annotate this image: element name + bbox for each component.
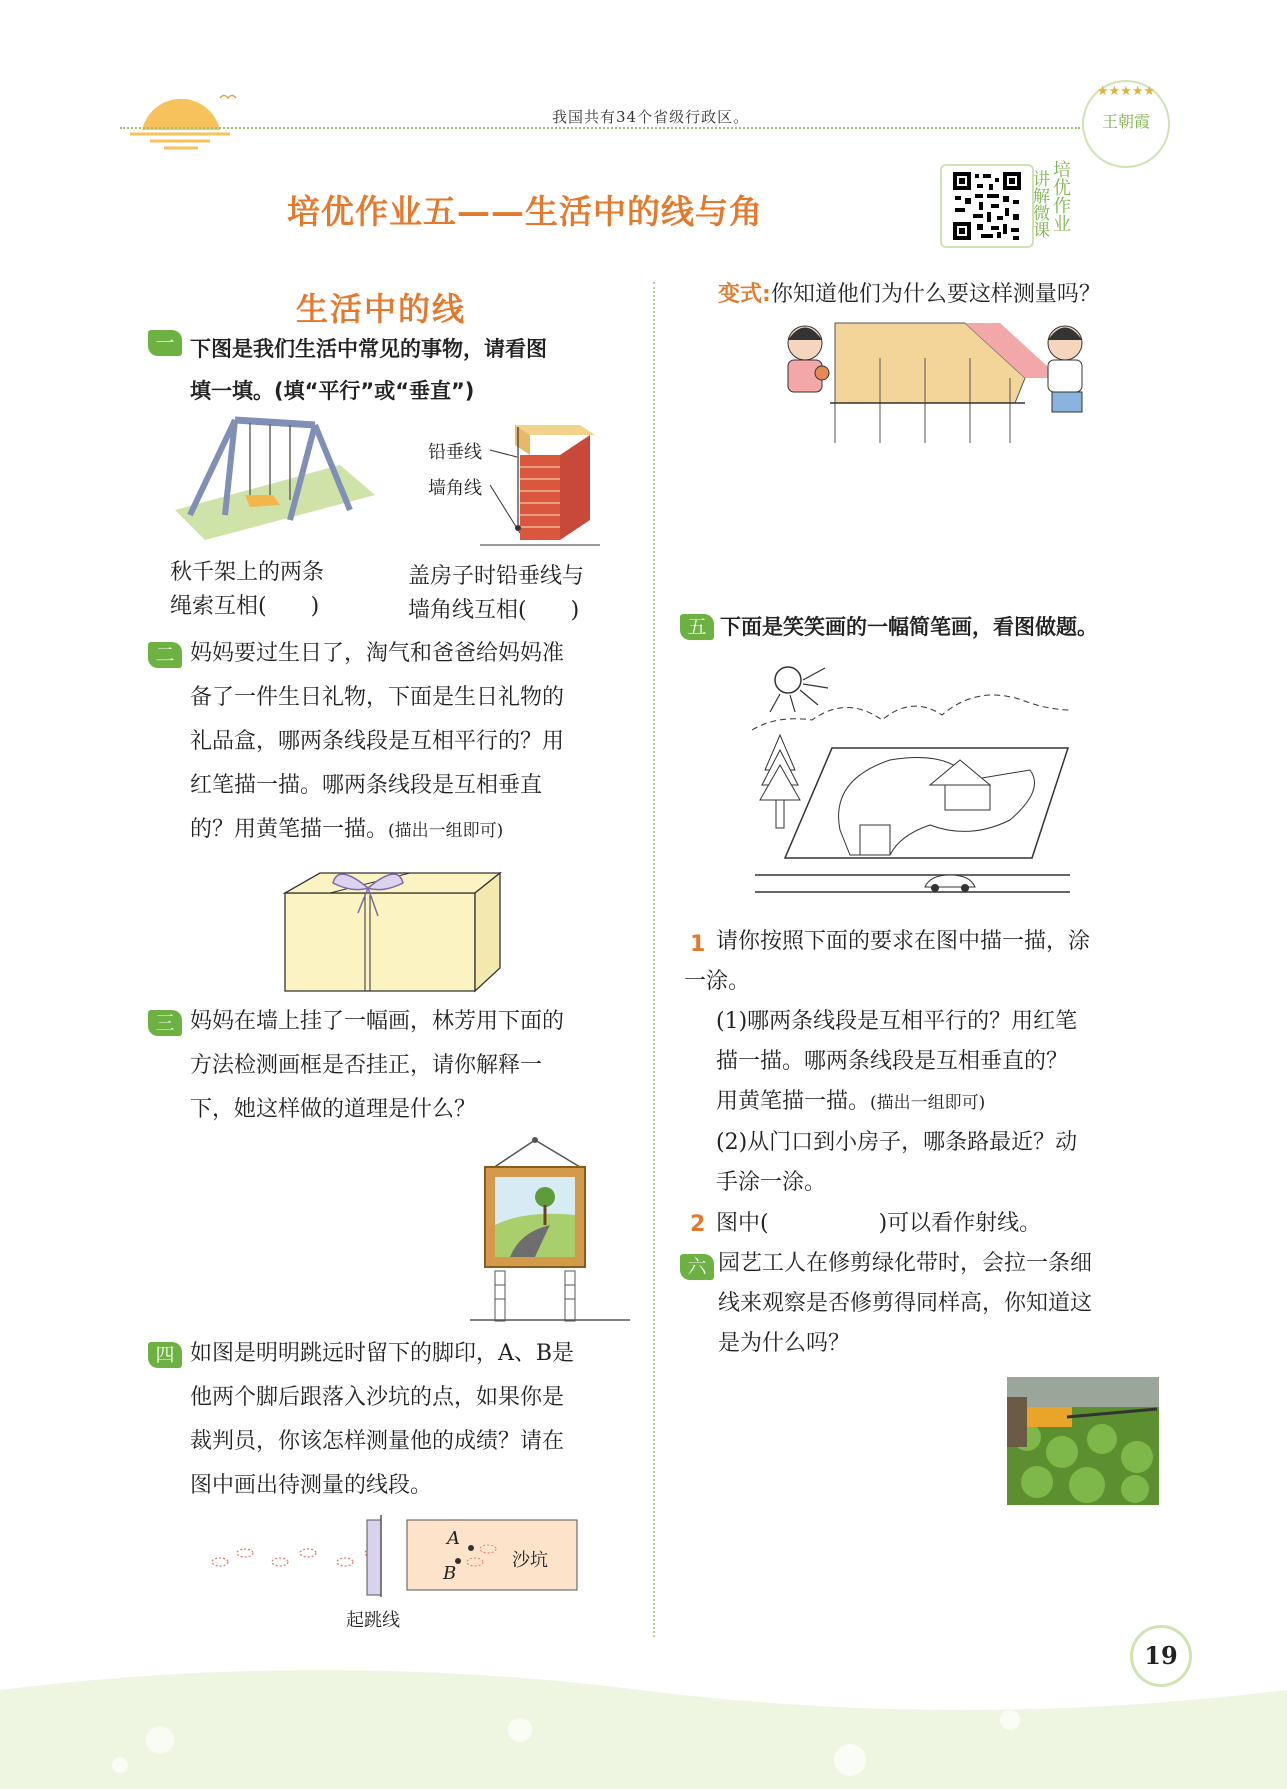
point-b-label: B [443,1563,457,1584]
q1-text [190,328,547,412]
q5-sub1-number: 1 [690,932,706,957]
brand-logo-text: 王朝霞 [1101,112,1150,131]
q3-line-2: 方法检测画框是否挂正，请你解释一 [190,1053,543,1078]
header-fact: 我国共有34个省级行政区。 [552,108,750,126]
q5-text: 下面是笑笑画的一幅简笔画，看图做题。 [720,615,1098,639]
section-title: 生活中的线 [296,290,467,328]
corner-line-label: 墙角线 [428,478,482,499]
q4-badge: 四 [148,1342,182,1368]
q5-sub1-line-2: 一涂。 [684,969,751,994]
q3-badge: 三 [148,1010,182,1036]
q1-caption-right-1: 盖房子时铅垂线与 [408,564,585,589]
sketch-drawing-illustration [750,660,1075,898]
start-line-label: 起跳线 [346,1610,400,1631]
column-divider [653,282,655,1637]
q1-caption-right-2[interactable]: 墙角线互相( ) [408,598,580,623]
q1-caption-right [408,560,584,628]
qr-label-lecture: 讲解微课 [1029,170,1049,238]
q5-sub1-line-1: 请你按照下面的要求在图中描一描，涂 [716,929,1091,954]
plumb-line-label: 铅垂线 [428,442,482,463]
q2-line-5-text: 的？用黄笔描一描。 [190,817,389,842]
variant-text: 你知道他们为什么要这样测量吗？ [770,282,1101,307]
qr-code-icon [951,170,1023,242]
q4-line-2: 他两个脚后跟落入沙坑的点，如果你是 [190,1385,565,1410]
gift-box-illustration [280,858,505,993]
q1-line-2: 填一填。(填“平行”或“垂直”) [190,379,475,403]
swing-illustration [165,415,380,540]
q1-line-1: 下图是我们生活中常见的事物，请看图 [190,337,547,361]
page-number: 19 [1130,1625,1192,1687]
q5-sub1-part-4: (2)从门口到小房子，哪条路最近？动 [716,1130,1078,1155]
q5-sub1-part-3 [716,1082,1176,1123]
q1-caption-left-2[interactable]: 绳索互相( ) [170,594,320,619]
variant-label: 变式: [718,282,771,307]
sandpit-label: 沙坑 [512,1550,548,1571]
measuring-children-illustration [760,318,1115,443]
q2-line-4: 红笔描一描。哪两条线段是互相垂直 [190,773,543,798]
q6-text [718,1244,1178,1364]
q5-badge: 五 [680,614,714,640]
variant-question [718,273,1101,317]
brick-wall-illustration [470,415,605,550]
q2-note: (描出一组即可) [388,821,504,841]
q2-badge: 二 [148,642,182,668]
q2-line-5 [190,808,640,853]
hanging-picture-illustration [465,1135,635,1325]
q3-line-1: 妈妈在墙上挂了一幅画，林芳用下面的 [190,1009,565,1034]
q2-line-3: 礼品盒，哪两条线段是互相平行的？用 [190,729,565,754]
q5-sub1-part-2: 描一描。哪两条线段是互相垂直的？ [716,1049,1069,1074]
q3-line-3: 下，她这样做的道理是什么？ [190,1097,477,1122]
sun-icon [775,667,801,693]
q5-sub2-number: 2 [690,1212,706,1237]
qr-frame [940,164,1034,248]
gardener-photo [1007,1377,1159,1505]
q4-line-1: 如图是明明跳远时留下的脚印，A、B是 [190,1341,575,1366]
stars-icon: ★★★★★ [1096,84,1156,99]
q4-line-3: 裁判员，你该怎样测量他的成绩？请在 [190,1429,565,1454]
q6-line-3: 是为什么吗？ [718,1331,851,1356]
brand-seal [1082,80,1170,168]
page-title: 培优作业五——生活中的线与角 [287,192,763,231]
q1-badge: 一 [148,330,182,356]
footprints-icon [212,1549,381,1566]
q5-sub1-note: (描出一组即可) [870,1093,986,1113]
q5-sub1-part-1: (1)哪两条线段是互相平行的？用红笔 [716,1009,1078,1034]
q5-sub2-text[interactable]: 图中( )可以看作射线。 [716,1211,1042,1236]
q6-line-2: 线来观察是否修剪得同样高，你知道这 [718,1291,1093,1316]
q3-text [190,1000,640,1132]
q2-line-2: 备了一件生日礼物，下面是生日礼物的 [190,685,565,710]
q5-sub1-part-3-text: 用黄笔描一描。 [716,1089,871,1114]
q5-sub1-part-5: 手涂一涂。 [716,1170,827,1195]
q2-line-1: 妈妈要过生日了，淘气和爸爸给妈妈准 [190,641,565,666]
q6-badge: 六 [680,1254,714,1280]
q2-text [190,632,640,853]
footer-wave [0,1660,1287,1789]
q1-caption-left-1: 秋千架上的两条 [170,560,325,585]
q1-caption-left [170,556,324,624]
point-a-label: A [447,1528,460,1549]
qr-label-homework: 培优作业 [1050,160,1071,232]
header-divider [120,127,1080,129]
q6-line-1: 园艺工人在修剪绿化带时，会拉一条细 [718,1251,1093,1276]
q4-line-4: 图中画出待测量的线段。 [190,1473,433,1498]
q5-sub1 [684,922,1176,1203]
sun-logo-icon [120,78,240,150]
q4-text [190,1332,640,1508]
